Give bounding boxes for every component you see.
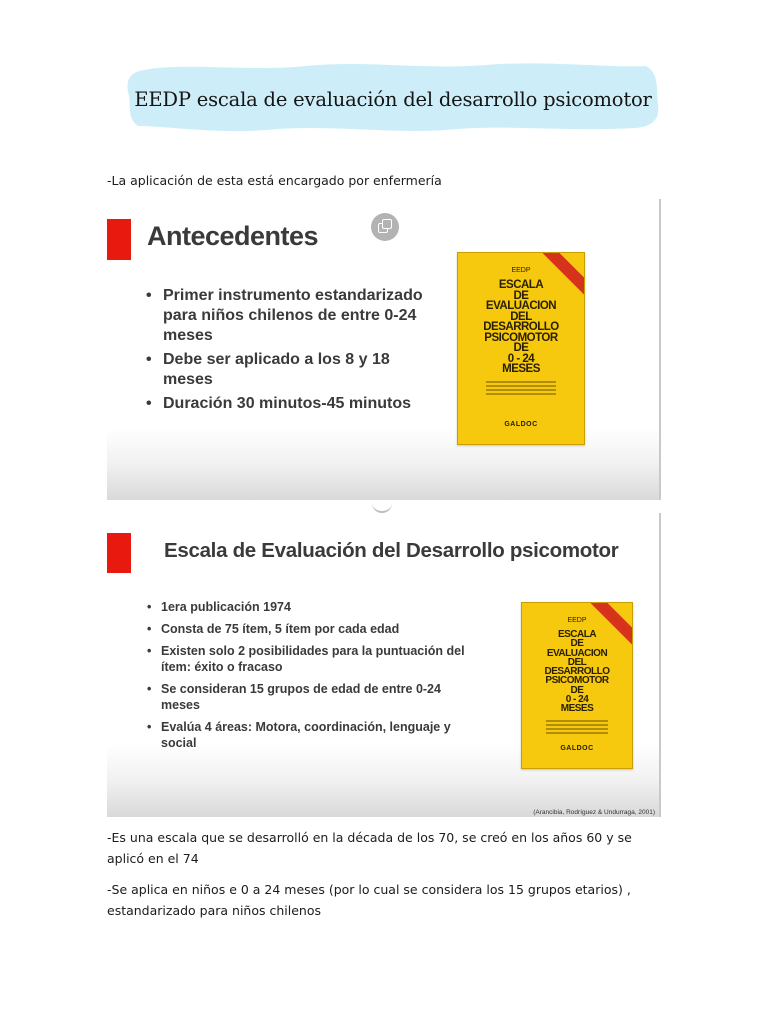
book-cover-image: [521, 602, 633, 769]
page-title: EEDP escala de evaluación del desarrollo psicomotor: [134, 87, 652, 111]
bullet-item: • Consta de 75 ítem, 5 ítem por cada edad: [161, 621, 481, 637]
book-brand: EEDP: [567, 617, 587, 624]
bullet-item: • Duración 30 minutos-45 minutos: [163, 394, 433, 414]
intro-text: -La aplicación de esta está encargado por enfermería: [107, 173, 442, 188]
book-brand: EEDP: [511, 267, 531, 274]
bullet-list: [161, 599, 481, 757]
slide-escala: [107, 513, 661, 817]
paragraph: -Es una escala que se desarrolló en la década de los 70, se creó en los años 60 y se aplicó en el 74: [107, 830, 632, 866]
bullet-item: • Debe ser aplicado a los 8 y 18 meses: [163, 350, 433, 390]
slide-title: Antecedentes: [147, 221, 319, 251]
book-cover-image: [457, 252, 585, 445]
bullet-item: • Primer instrumento estandarizado para niños chilenos de entre 0-24 meses: [163, 286, 433, 346]
bullet-item: • Evalúa 4 áreas: Motora, coordinación, lenguaje y social: [161, 719, 481, 751]
copy-icon[interactable]: [371, 213, 399, 241]
divider-mark: [372, 503, 392, 513]
slide-accent-bar: [107, 533, 131, 573]
book-publisher: GALDOC: [560, 745, 594, 752]
book-publisher: GALDOC: [504, 421, 538, 428]
title-banner: [126, 60, 660, 132]
book-title: ESCALA DE EVALUACION DEL DESARROLLO PSICOMOTOR DE 0 - 24 MESES: [483, 279, 559, 375]
bullet-item: • Se consideran 15 grupos de edad de entre 0-24 meses: [161, 681, 481, 713]
citation: (Arancibia, Rodríguez & Undurraga, 2001): [533, 809, 655, 816]
slide-accent-bar: [107, 219, 131, 260]
book-title: ESCALA DE EVALUACION DEL DESARROLLO PSICOMOTOR DE 0 - 24 MESES: [544, 629, 610, 715]
slide-antecedentes: [107, 199, 661, 500]
bullet-list: [163, 286, 433, 418]
bullet-item: • Existen solo 2 posibilidades para la puntuación del ítem: éxito o fracaso: [161, 643, 481, 675]
bullet-item: • 1era publicación 1974: [161, 599, 481, 615]
paragraph: -Se aplica en niños e 0 a 24 meses (por lo cual se considera los 15 grupos etarios) , estandarizado para niños chilenos: [107, 882, 631, 918]
slide-title: Escala de Evaluación del Desarrollo psicomotor: [164, 539, 619, 562]
